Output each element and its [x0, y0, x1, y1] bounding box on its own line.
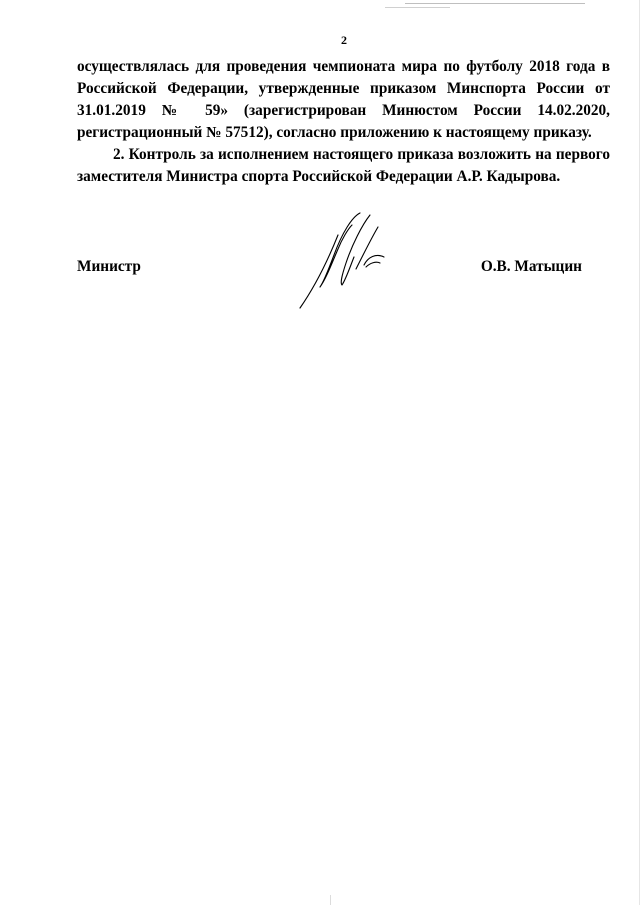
signatory-title: Министр: [77, 258, 141, 275]
scan-artifact-line: [385, 7, 450, 9]
scan-artifact-line: [405, 3, 585, 6]
paragraph-control-clause: 2. Контроль за исполнением настоящего приказа возложить на первого заместителя Министра спорта Российской Федерации А.Р. Кадырова.: [77, 146, 610, 185]
page-number: 2: [341, 33, 347, 47]
document-body: [77, 56, 610, 188]
handwritten-signature-icon: [290, 205, 400, 315]
paragraph-continuation: осуществлялась для проведения чемпионата мира по футболу 2018 года в Российской Федерации, утвержденные приказом Минспорта России от 31.01.2019 № 59» (зарегистрирован Минюстом России 14.02.2020, регистрационный № 57512), согласно приложению к настоящему приказу.: [77, 58, 610, 141]
scan-artifact-line: [330, 895, 331, 905]
signatory-name: О.В. Матыцин: [480, 258, 582, 275]
